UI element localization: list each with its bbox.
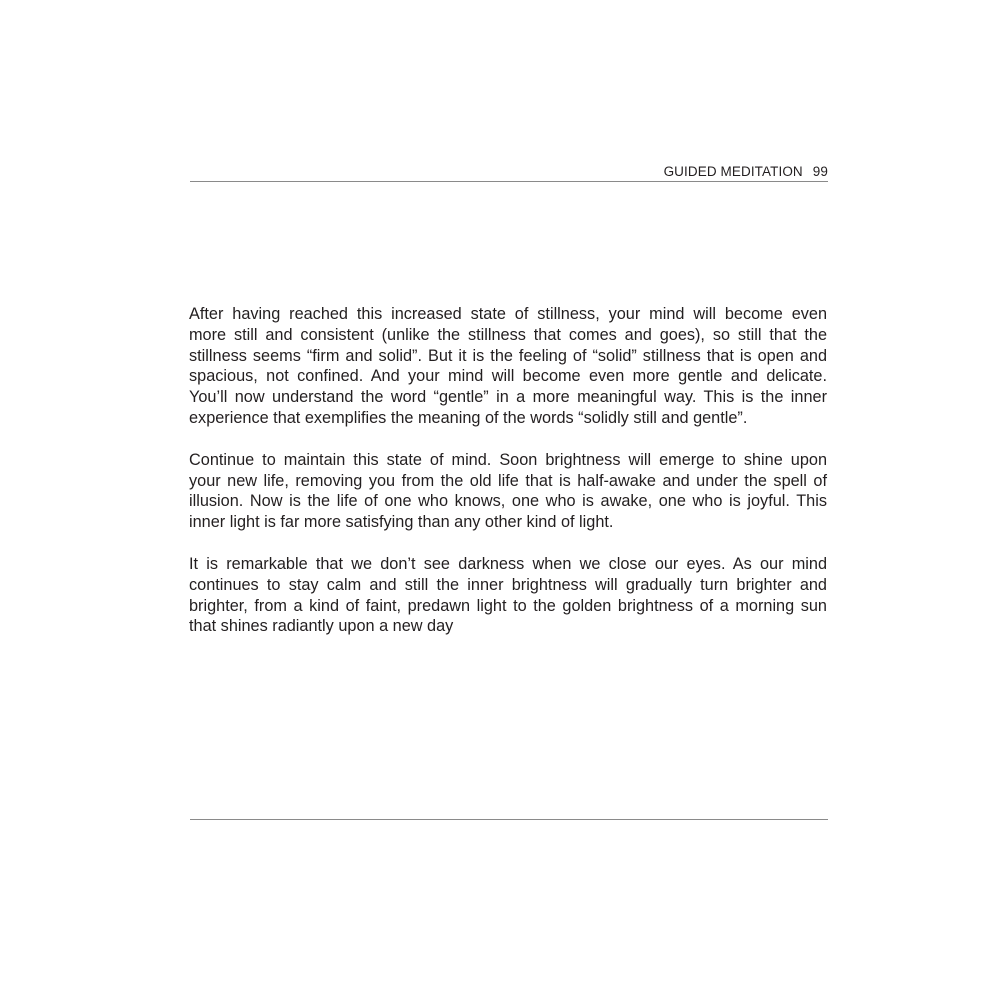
paragraph-1 [189,304,827,429]
text-line: continues to stay calm and still the inner brightness will gradually turn brighter and [189,575,827,594]
text-line: stillness seems “firm and solid”. But it is the feeling of “solid” stillness that is open and [189,346,827,365]
text-line: your new life, removing you from the old life that is half-awake and under the spell of [189,471,827,490]
body-text [189,304,827,658]
text-line: You’ll now understand the word “gentle” in a more meaningful way. This is the inner [189,388,827,407]
text-line: more still and consistent (unlike the stillness that comes and goes), so still that the [189,325,827,344]
text-line: illusion. Now is the life of one who knows, one who is awake, one who is joyful. This [189,492,827,511]
text-line: experience that exemplifies the meaning of the words “solidly still and gentle”. [189,408,748,427]
paragraph-3 [189,554,827,637]
paragraph-2 [189,450,827,533]
text-line: spacious, not confined. And your mind will become even more gentle and delicate. [189,367,827,386]
footer-rule [190,819,828,820]
text-line: inner light is far more satisfying than any other kind of light. [189,513,614,532]
page-number: 99 [812,164,828,179]
text-line: Continue to maintain this state of mind. Soon brightness will emerge to shine upon [189,450,827,469]
header-rule [190,181,828,182]
text-line: that shines radiantly upon a new day [189,617,454,636]
section-title: GUIDED MEDITATION [663,164,803,179]
running-head [190,164,828,182]
text-line: After having reached this increased state of stillness, your mind will become even [189,305,827,323]
text-line: brighter, from a kind of faint, predawn light to the golden brightness of a morning sun [189,596,827,615]
text-line: It is remarkable that we don’t see darkness when we close our eyes. As our mind [189,554,827,573]
